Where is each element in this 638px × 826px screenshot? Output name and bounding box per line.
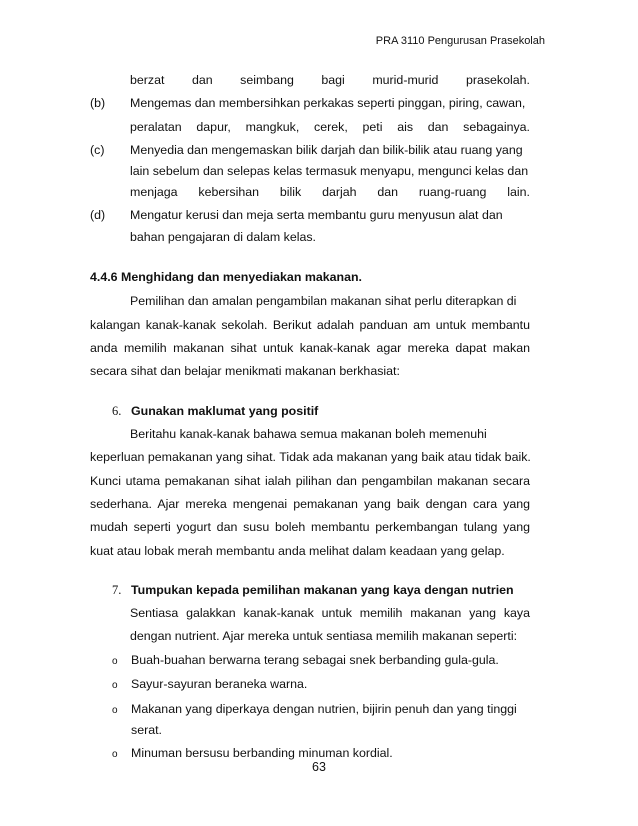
point-6-line: mudah seperti yogurt dan susu boleh membantu perkembangan tulang yang	[90, 520, 530, 534]
point-7-line: Sentiasa galakkan kanak-kanak untuk memilih makanan yang kaya	[130, 606, 530, 620]
point-number-6: 6.	[112, 404, 122, 418]
point-6-line: keperluan pemakanan yang sihat. Tidak ada makanan yang baik atau tidak baik.	[90, 450, 531, 464]
bullet-item-continuation: serat.	[131, 723, 162, 737]
list-item-b-line: Mengemas dan membersihkan perkakas seperti pinggan, piring, cawan,	[130, 96, 526, 110]
list-item-a-continuation: berzat dan seimbang bagi murid-murid prasekolah.	[130, 73, 530, 87]
paragraph-line: kalangan kanak-kanak sekolah. Berikut adalah panduan am untuk membantu	[90, 318, 530, 332]
page-number: 63	[312, 760, 326, 774]
list-item-d-line: bahan pengajaran di dalam kelas.	[130, 230, 316, 244]
point-6-line: sederhana. Ajar mereka mengenai pemakanan yang baik dengan cara yang	[90, 497, 530, 511]
bullet-item: Buah-buahan berwarna terang sebagai snek berbanding gula-gula.	[131, 653, 499, 667]
point-6-line: Beritahu kanak-kanak bahawa semua makanan boleh memenuhi	[130, 427, 487, 441]
page-header: PRA 3110 Pengurusan Prasekolah	[375, 35, 545, 47]
bullet-item: Sayur-sayuran beraneka warna.	[131, 677, 308, 691]
point-6-line: kuat atau lobak merah membantu anda melihat dalam keadaan yang gelap.	[90, 544, 505, 558]
list-label-c: (c)	[90, 143, 105, 157]
point-7-title: Tumpukan kepada pemilihan makanan yang kaya dengan nutrien	[131, 583, 514, 597]
list-item-d-line: Mengatur kerusi dan meja serta membantu guru menyusun alat dan	[130, 208, 503, 222]
bullet-marker: o	[112, 656, 118, 667]
list-item-c-line: lain sebelum dan selepas kelas termasuk menyapu, mengunci kelas dan	[130, 164, 529, 178]
bullet-marker: o	[112, 680, 118, 691]
list-label-b: (b)	[90, 96, 106, 110]
paragraph-line: anda memilih makanan sihat untuk kanak-kanak agar mereka dapat makan	[90, 341, 530, 355]
bullet-marker: o	[112, 749, 118, 760]
point-number-7: 7.	[112, 583, 122, 597]
point-6-title: Gunakan maklumat yang positif	[131, 404, 319, 418]
bullet-item: Minuman bersusu berbanding minuman kordial.	[131, 746, 393, 760]
list-item-b-line: peralatan dapur, mangkuk, cerek, peti ais dan sebagainya.	[130, 120, 530, 134]
point-6-line: Kunci utama pemakanan sihat ialah pilihan dan pengambilan makanan secara	[90, 474, 530, 488]
paragraph-line: Pemilihan dan amalan pengambilan makanan sihat perlu diterapkan di	[130, 294, 517, 308]
list-item-c-line: menjaga kebersihan bilik darjah dan ruang-ruang lain.	[130, 185, 530, 199]
bullet-marker: o	[112, 705, 118, 716]
list-label-d: (d)	[90, 208, 106, 222]
section-heading: 4.4.6 Menghidang dan menyediakan makanan.	[90, 270, 362, 284]
paragraph-line: secara sihat dan belajar menikmati makanan berkhasiat:	[90, 364, 400, 378]
point-7-line: dengan nutrient. Ajar mereka untuk sentiasa memilih makanan seperti:	[130, 629, 518, 643]
list-item-c-line: Menyedia dan mengemaskan bilik darjah dan bilik-bilik atau ruang yang	[130, 143, 523, 157]
bullet-item: Makanan yang diperkaya dengan nutrien, bijirin penuh dan yang tinggi	[131, 702, 517, 716]
